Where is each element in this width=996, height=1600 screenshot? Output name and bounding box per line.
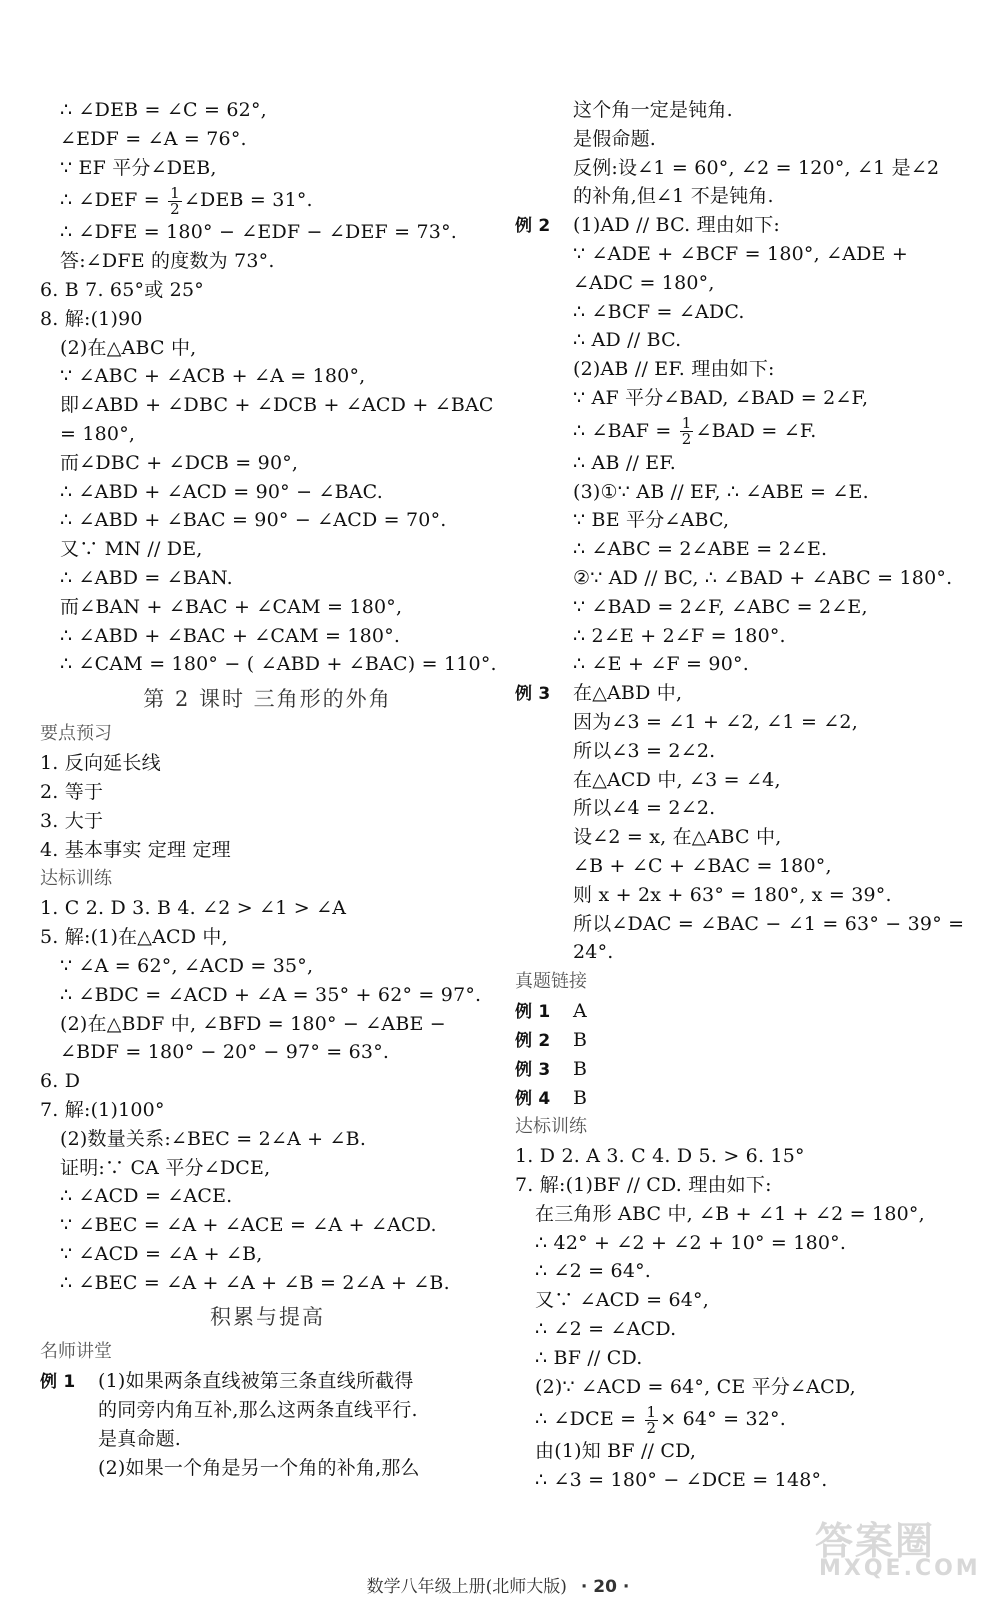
watermark-text: 答案圈 [815,1519,936,1563]
text-fragment: ∴ ∠BAF = [573,419,678,442]
text-line: ∴ ∠DEB = ∠C = 62°, [60,99,267,121]
text-line: ∴ ∠ABD + ∠BAC + ∠CAM = 180°. [60,624,401,647]
answer-line [515,1055,965,1084]
text-fragment: ∠BAD = ∠F. [695,419,817,442]
text-line: ∠ADC = 180°, [573,271,715,294]
example-label: 例 1 [515,1002,551,1023]
example-line [515,211,965,240]
text-fragment: (1)如果两条直线被第三条直线所截得 [98,1370,414,1393]
text-line: 由(1)知 BF // CD, [535,1440,697,1463]
text-line: 在△ACD 中, ∠3 = ∠4, [573,768,781,791]
text-line: ∠BDF = 180° − 20° − 97° = 63°. [60,1041,390,1064]
section-heading-preview: 要点预习 [40,723,112,745]
text-line: ∴ ∠2 = 64°. [535,1260,652,1283]
text-fragment: ∠DEB = 31°. [183,189,313,212]
text-line: 是假命题. [573,127,657,150]
text-line: 设∠2 = x, 在△ABC 中, [573,826,782,849]
section-heading-real-exam: 真题链接 [515,971,587,993]
text-line: ∴ 2∠E + 2∠F = 180°. [573,624,786,647]
answer: B [573,1057,588,1080]
example-label: 例 2 [515,1030,551,1051]
text-line: (2)在△BDF 中, ∠BFD = 180° − ∠ABE − [60,1012,446,1035]
example-label: 例 3 [515,684,551,705]
text-line: ∴ ∠DFE = 180° − ∠EDF − ∠DEF = 73°. [60,221,458,244]
text-line: ∠EDF = ∠A = 76°. [60,127,247,150]
lesson-title: 第 2 课时 三角形的外角 [143,687,392,712]
text-line: ∵ BE 平分∠ABC, [573,509,730,532]
text-line: 答:∠DFE 的度数为 73°. [60,250,275,273]
text-fragment: ∴ ∠DCE = [535,1408,643,1431]
section-heading-teacher: 名师讲堂 [40,1341,112,1363]
section-title-accumulation: 积累与提高 [210,1305,325,1330]
text-line: 即∠ABD + ∠DBC + ∠DCB + ∠ACD + ∠BAC [60,394,494,417]
text-line: ∴ ∠BDC = ∠ACD + ∠A = 35° + 62° = 97°. [60,983,482,1006]
text-line: 4. 基本事实 定理 定理 [40,838,231,861]
text-line: ②∵ AD // BC, ∴ ∠BAD + ∠ABC = 180°. [573,566,953,589]
text-line: 这个角一定是钝角. [573,99,733,121]
answer: B [573,1028,588,1051]
fraction [645,1402,659,1437]
example-label: 例 3 [515,1059,551,1080]
example-label: 例 1 [40,1372,76,1393]
text-fragment: × 64° = 32°. [660,1408,787,1431]
answer-line [515,1026,965,1055]
text-line: 3. 大于 [40,809,104,832]
text-line: 则 x + 2x + 63° = 180°, x = 39°. [573,883,892,906]
right-column [515,96,965,1495]
left-column [40,96,495,1483]
text-line: 而∠DBC + ∠DCB = 90°, [60,451,299,474]
text-line: (2)AB // EF. 理由如下: [573,358,775,381]
example-line [515,679,965,708]
text-line: ∴ ∠BEC = ∠A + ∠A + ∠B = 2∠A + ∠B. [60,1271,450,1294]
text-line: 所以∠DAC = ∠BAC − ∠1 = 63° − 39° = [573,912,965,935]
text-line: ∵ ∠ADE + ∠BCF = 180°, ∠ADE + [573,242,908,265]
text-line: 24°. [573,941,614,964]
answer: A [573,1000,587,1023]
fraction-denominator: 2 [170,199,180,218]
fraction-numerator: 1 [646,1402,657,1421]
text-line: 8. 解:(1)90 [40,307,143,330]
text-line: 的补角,但∠1 不是钝角. [573,185,774,208]
section-heading-training: 达标训练 [40,868,112,890]
fraction [680,416,694,447]
text-line: ∵ AF 平分∠BAD, ∠BAD = 2∠F, [573,386,869,409]
text-line: 所以∠3 = 2∠2. [573,739,716,762]
text-line: 因为∠3 = ∠1 + ∠2, ∠1 = ∠2, [573,710,858,733]
answer-line [515,1084,965,1113]
example-label: 例 4 [515,1088,551,1109]
text-line: ∴ AD // BC. [573,329,682,352]
text-line: (2)数量关系:∠BEC = 2∠A + ∠B. [60,1127,367,1150]
text-line: ∴ BF // CD. [535,1346,643,1369]
fraction-numerator: 1 [170,183,180,202]
fraction-line [40,182,495,218]
text-line: ∵ ∠A = 62°, ∠ACD = 35°, [60,954,314,977]
text-line: 6. D [40,1070,81,1093]
text-line: 1. 反向延长线 [40,752,161,775]
fraction-line [515,413,965,449]
text-line: 证明:∵ CA 平分∠DCE, [60,1156,271,1179]
fraction-line [515,1401,965,1437]
text-line: 2. 等于 [40,780,104,803]
fraction-denominator: 2 [646,1418,657,1437]
text-line: 反例:设∠1 = 60°, ∠2 = 120°, ∠1 是∠2 [573,156,940,179]
text-line: ∴ 42° + ∠2 + ∠2 + 10° = 180°. [535,1231,847,1254]
text-line: = 180°, [60,422,136,445]
text-line: (2)∵ ∠ACD = 64°, CE 平分∠ACD, [535,1375,856,1398]
answer: B [573,1086,588,1109]
text-line: 又∵ ∠ACD = 64°, [535,1289,709,1312]
text-line: ∴ ∠ABD + ∠BAC = 90° − ∠ACD = 70°. [60,509,447,532]
text-line: (3)①∵ AB // EF, ∴ ∠ABE = ∠E. [573,480,869,503]
example-line [40,1367,495,1396]
text-line: ∴ ∠ACD = ∠ACE. [60,1185,233,1208]
text-line: ∴ ∠BCF = ∠ADC. [573,300,745,323]
text-line: ∴ ∠ABD = ∠BAN. [60,566,233,589]
text-line: ∴ ∠CAM = 180° − ( ∠ABD + ∠BAC) = 110°. [60,653,497,676]
example-label: 例 2 [515,216,551,237]
text-line: ∴ ∠ABD + ∠ACD = 90° − ∠BAC. [60,480,383,503]
text-line: ∴ ∠E + ∠F = 90°. [573,653,749,676]
text-line: ∵ ∠BEC = ∠A + ∠ACE = ∠A + ∠ACD. [60,1214,437,1237]
text-line: 是真命题. [98,1428,182,1451]
text-line: ∵ EF 平分∠DEB, [60,156,217,179]
text-line: 1. C 2. D 3. B 4. ∠2 > ∠1 > ∠A [40,897,347,920]
text-line: 所以∠4 = 2∠2. [573,797,716,820]
text-line: (2)如果一个角是另一个角的补角,那么 [98,1456,420,1479]
watermark-logo [815,1510,981,1590]
text-line: 7. 解:(1)BF // CD. 理由如下: [515,1174,772,1197]
text-fragment: (1)AD // BC. 理由如下: [573,214,781,237]
text-line: 5. 解:(1)在△ACD 中, [40,926,228,949]
text-line: ∴ AB // EF. [573,451,677,474]
section-heading-training: 达标训练 [515,1116,587,1138]
page-number: · 20 · [580,1577,630,1597]
text-line: 1. D 2. A 3. C 4. D 5. > 6. 15° [515,1145,805,1168]
text-line: (2)在△ABC 中, [60,336,197,359]
text-line: ∠B + ∠C + ∠BAC = 180°, [573,854,832,877]
book-title: 数学八年级上册(北师大版) [366,1577,567,1597]
text-line: ∵ ∠ABC + ∠ACB + ∠A = 180°, [60,365,366,388]
text-line: ∴ ∠3 = 180° − ∠DCE = 148°. [535,1469,828,1492]
fraction-numerator: 1 [681,414,692,433]
text-line: 而∠BAN + ∠BAC + ∠CAM = 180°, [60,595,403,618]
text-fragment: ∴ ∠DEF = [60,189,167,212]
text-line: 7. 解:(1)100° [40,1098,165,1121]
text-line: 的同旁内角互补,那么这两条直线平行. [98,1399,418,1422]
fraction-denominator: 2 [681,430,692,449]
answer-line [515,997,965,1026]
text-fragment: 在△ABD 中, [573,682,683,705]
text-line: ∵ ∠BAD = 2∠F, ∠ABC = 2∠E, [573,595,868,618]
text-line: ∵ ∠ACD = ∠A + ∠B, [60,1242,263,1265]
text-line: 在三角形 ABC 中, ∠B + ∠1 + ∠2 = 180°, [535,1202,925,1225]
fraction [168,183,182,218]
text-line: ∴ ∠2 = ∠ACD. [535,1318,677,1341]
watermark-subtext: MXQE.COM [819,1556,981,1581]
text-line: 6. B 7. 65°或 25° [40,278,204,301]
text-line: ∴ ∠ABC = 2∠ABE = 2∠E. [573,538,828,561]
text-line: 又∵ MN // DE, [60,538,203,561]
